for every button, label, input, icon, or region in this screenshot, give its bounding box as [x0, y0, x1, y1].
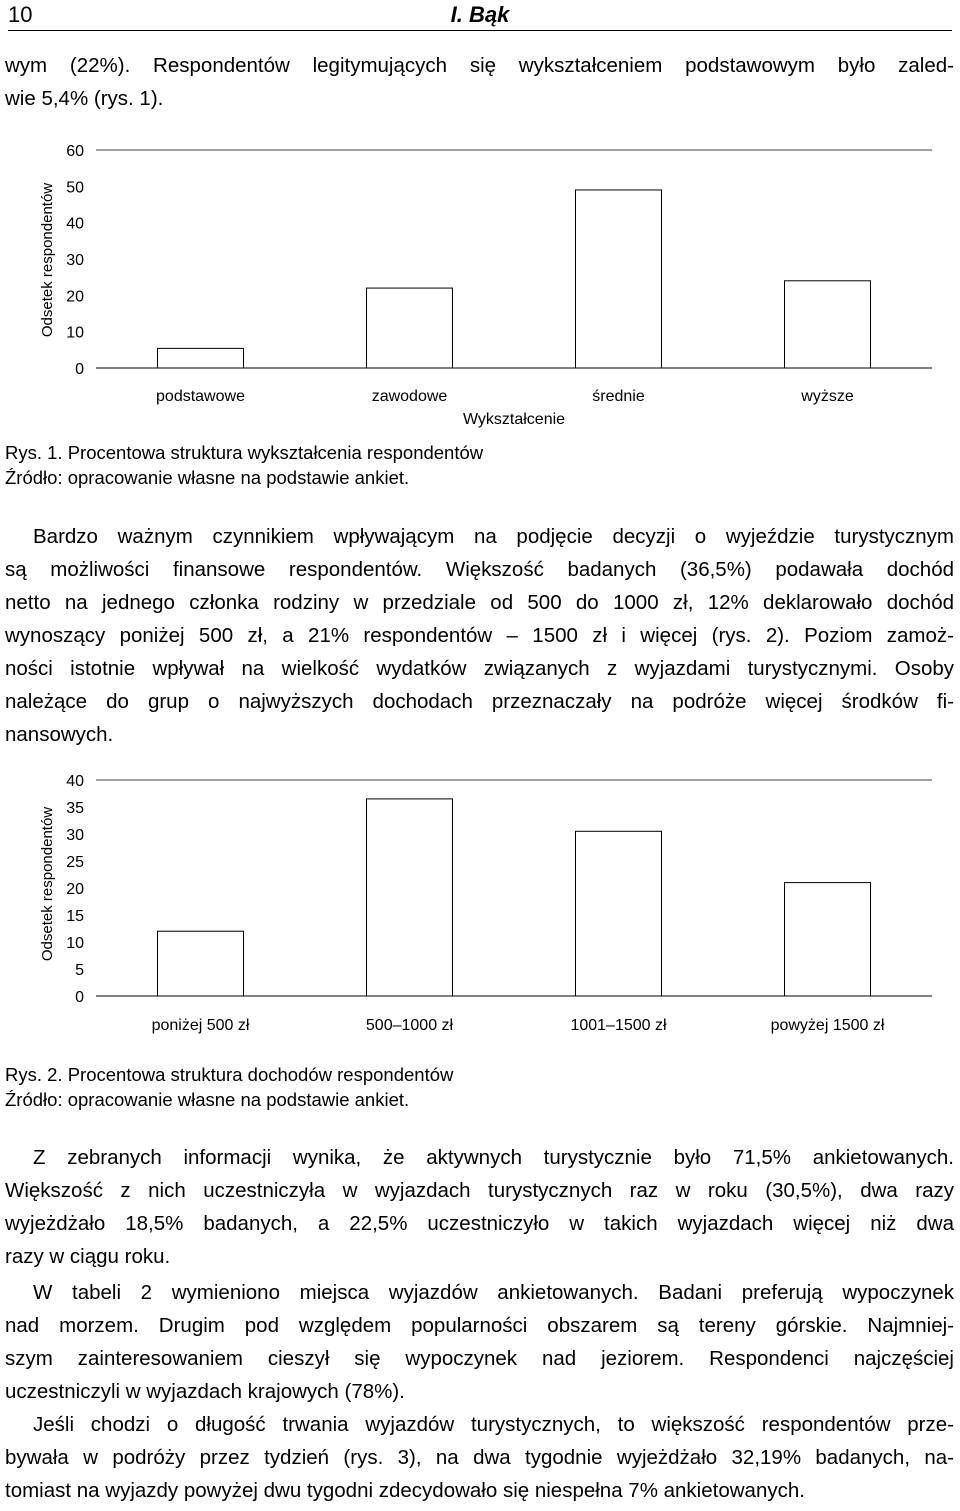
paragraph-destinations — [0, 1276, 960, 1408]
paragraph-duration — [0, 1408, 960, 1507]
y-tick-label: 10 — [66, 935, 84, 952]
page-number: 10 — [8, 2, 33, 27]
caption-source: Źródło: opracowanie własne na podstawie ankiet. — [5, 1089, 410, 1110]
y-tick-label: 50 — [66, 179, 84, 197]
x-tick-label: 1001–1500 zł — [570, 1017, 667, 1034]
x-tick-label: podstawowe — [156, 388, 245, 405]
text-line: Z zebranych informacji wynika, że aktywnych turystycznie było 71,5% ankietowanych. — [33, 1146, 954, 1169]
text-line: nansowych. — [5, 723, 114, 746]
x-tick-label: zawodowe — [371, 388, 448, 405]
bar — [367, 799, 453, 996]
text-line: Większość z nich uczestniczyła w wyjazdach turystycznych raz w roku (30,5%), dwa razy — [5, 1179, 954, 1202]
caption-title: Rys. 2. Procentowa struktura dochodów respondentów — [5, 1064, 454, 1085]
text-line: razy w ciągu roku. — [5, 1245, 171, 1268]
text-line: ności istotnie wpływał na wielkość wydatków związanych z wyjazdami turystycznymi. Osoby — [5, 657, 954, 680]
text-line: Jeśli chodzi o długość trwania wyjazdów turystycznych, to większość respondentów prze- — [33, 1413, 954, 1436]
caption-title: Rys. 1. Procentowa struktura wykształcenia respondentów — [5, 442, 484, 463]
y-axis-title: Odsetek respondentów — [39, 182, 56, 338]
y-tick-label: 5 — [75, 962, 84, 979]
text-line: bywała w podróży przez tydzień (rys. 3), na dwa tygodnie wyjeżdżało 32,19% badanych, na- — [5, 1446, 954, 1469]
y-tick-label: 30 — [66, 252, 84, 269]
text-line: nad morzem. Drugim pod względem popularności obszarem są tereny górskie. Najmniej- — [5, 1314, 954, 1337]
bar — [785, 883, 871, 996]
text-line: wynoszący poniżej 500 zł, a 21% respondentów – 1500 zł i więcej (rys. 2). Poziom zamoż- — [5, 624, 954, 647]
bar — [576, 831, 662, 996]
text-line: wyjeżdżało 18,5% badanych, a 22,5% uczestniczyło w takich wyjazdach więcej niż dwa — [5, 1212, 954, 1235]
text-line: wie 5,4% (rys. 1). — [5, 87, 164, 110]
bars — [158, 799, 871, 996]
bar — [158, 931, 244, 996]
figure2-caption — [5, 1062, 453, 1112]
text-line: szym zainteresowaniem cieszył się wypoczynek nad jeziorem. Respondenci najczęściej — [5, 1347, 954, 1370]
text-line: wym (22%). Respondentów legitymujących się wykształceniem podstawowym było zaled- — [5, 54, 954, 77]
y-tick-label: 20 — [66, 288, 84, 306]
x-tick-label: powyżej 1500 zł — [770, 1017, 885, 1034]
running-head-author: I. Bąk — [450, 2, 510, 27]
x-tick-label: 500–1000 zł — [365, 1017, 454, 1034]
text-line: netto na jednego członka rodziny w przedziale od 500 do 1000 zł, 12% deklarowało dochód — [5, 591, 954, 614]
y-tick-label: 0 — [75, 361, 84, 378]
text-line: Bardzo ważnym czynnikiem wpływającym na podjęcie decyzji o wyjeździe turystycznym — [33, 525, 954, 548]
y-tick-label: 25 — [66, 854, 84, 871]
text-line: są możliwości finansowe respondentów. Większość badanych (36,5%) podawała dochód — [5, 558, 954, 581]
x-tick-label: poniżej 500 zł — [151, 1017, 250, 1034]
paragraph-activity — [0, 1141, 960, 1273]
y-tick-label: 40 — [66, 773, 84, 790]
caption-source: Źródło: opracowanie własne na podstawie ankiet. — [5, 467, 410, 488]
text-line: tomiast na wyjazdy powyżej dwu tygodni zdecydowało się niespełna 7% ankietowanych. — [5, 1479, 805, 1502]
y-tick-label: 20 — [66, 881, 84, 898]
x-tick-labels — [152, 1017, 885, 1034]
y-tick-label: 10 — [66, 324, 84, 342]
y-tick-labels — [66, 773, 84, 1006]
y-tick-label: 0 — [75, 989, 84, 1006]
x-axis-title: Wykształcenie — [462, 411, 566, 428]
x-tick-label: średnie — [592, 388, 645, 405]
y-axis-title: Odsetek respondentów — [39, 806, 56, 962]
y-tick-label: 35 — [66, 800, 84, 817]
x-tick-label: wyższe — [801, 388, 854, 405]
y-tick-label: 40 — [66, 215, 84, 233]
text-line: uczestniczyli w wyjazdach krajowych (78%). — [5, 1380, 405, 1403]
y-tick-label: 30 — [66, 827, 84, 844]
y-tick-label: 60 — [66, 143, 84, 160]
text-line: W tabeli 2 wymieniono miejsca wyjazdów ankietowanych. Badani preferują wypoczynek — [33, 1281, 954, 1304]
y-tick-label: 15 — [66, 908, 84, 925]
text-line: należące do grup o najwyższych dochodach przeznaczały na podróże więcej środków fi- — [5, 690, 954, 713]
